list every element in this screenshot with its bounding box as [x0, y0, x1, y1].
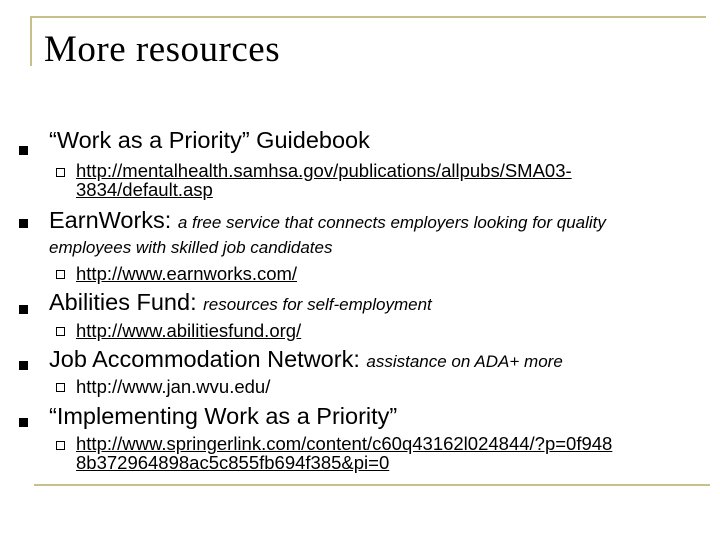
- item-label: “Work as a Priority” Guidebook: [49, 127, 370, 153]
- item-abilities-fund: [49, 288, 432, 319]
- item-description-cont: employees with skilled job candidates: [49, 238, 333, 257]
- frame-left-rule: [30, 16, 32, 66]
- hollow-square-icon: [56, 383, 65, 392]
- bullet-icon: [19, 418, 28, 427]
- bullet-icon: [19, 219, 28, 228]
- bullet-icon: [19, 361, 28, 370]
- item-earnworks: [49, 206, 606, 237]
- samhsa-link-line2[interactable]: 3834/default.asp: [76, 179, 213, 200]
- springerlink-link[interactable]: [76, 434, 612, 472]
- frame-top-rule: [30, 16, 706, 18]
- item-label: EarnWorks:: [49, 207, 172, 233]
- item-description: a free service that connects employers looking for quality: [177, 213, 606, 232]
- abilities-fund-link[interactable]: http://www.abilitiesfund.org/: [76, 320, 302, 341]
- item-label: Abilities Fund:: [49, 289, 197, 315]
- hollow-square-icon: [56, 168, 65, 177]
- jan-url: http://www.jan.wvu.edu/: [76, 376, 271, 397]
- hollow-square-icon: [56, 327, 65, 336]
- item-label: “Implementing Work as a Priority”: [49, 403, 398, 429]
- item-description: assistance on ADA+ more: [366, 352, 563, 371]
- samhsa-link-line1[interactable]: http://mentalhealth.samhsa.gov/publications/allpubs/SMA03-: [76, 160, 572, 181]
- item-jan: [49, 345, 563, 376]
- hollow-square-icon: [56, 441, 65, 450]
- item-description: resources for self-employment: [203, 295, 432, 314]
- frame-bottom-rule: [34, 484, 710, 486]
- slide-title: More resources: [44, 29, 281, 70]
- springerlink-link-line1[interactable]: http://www.springerlink.com/content/c60q43162l024844/?p=0f948: [76, 433, 613, 454]
- samhsa-link[interactable]: [76, 161, 572, 199]
- bullet-icon: [19, 146, 28, 155]
- earnworks-link[interactable]: http://www.earnworks.com/: [76, 263, 298, 284]
- bullet-icon: [19, 305, 28, 314]
- springerlink-link-line2[interactable]: 8b372964898ac5c855fb694f385&pi=0: [76, 452, 390, 473]
- hollow-square-icon: [56, 270, 65, 279]
- item-label: Job Accommodation Network:: [49, 346, 360, 372]
- item-implementing: [49, 402, 397, 430]
- item-work-as-priority: [49, 126, 370, 154]
